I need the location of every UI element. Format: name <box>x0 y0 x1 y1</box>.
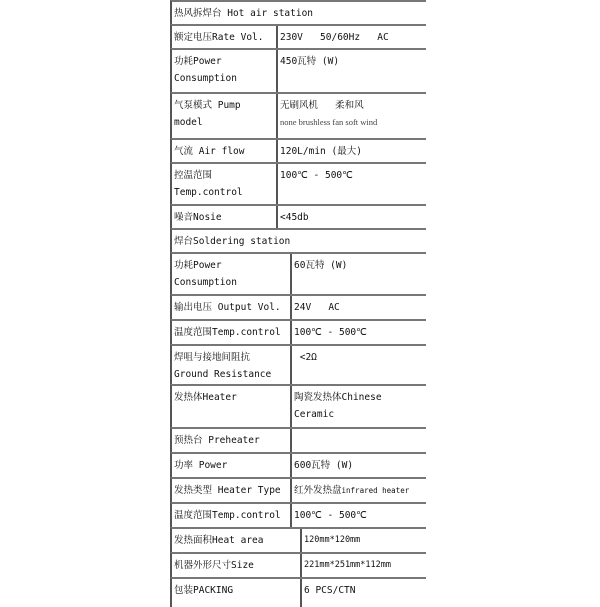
spec-value: 6 PCS/CTN <box>304 585 356 596</box>
value-line: 无刷风机 柔和风 <box>280 100 364 111</box>
spec-label: 气流 Air flow <box>172 140 278 162</box>
value-line: none brushless fan soft wind <box>280 117 378 127</box>
spec-value: 100℃ - 500℃ <box>294 327 367 338</box>
spec-label: 输出电压 Output Vol. <box>172 296 292 319</box>
value-line: Ceramic <box>294 409 335 420</box>
spec-value <box>278 94 379 138</box>
label-line: 气泵模式 Pump <box>174 100 241 111</box>
spec-label <box>172 94 278 138</box>
spec-value: 600瓦特 (W) <box>294 460 354 471</box>
label-line: 功耗Power <box>174 56 222 67</box>
spec-value: 100℃ - 500℃ <box>280 170 353 181</box>
value-line: 陶瓷发热体Chinese <box>294 392 382 403</box>
spec-value: 450瓦特 (W) <box>280 56 340 67</box>
spec-value <box>292 429 296 452</box>
label-line: Ground Resistance <box>174 369 272 380</box>
spec-label: 温度范围Temp.control <box>172 321 292 344</box>
spec-table <box>170 0 426 607</box>
label-line: Consumption <box>174 277 237 288</box>
spec-label: 额定电压Rate Vol. <box>172 26 278 48</box>
spec-value: 230V 50/60Hz AC <box>280 32 389 43</box>
spec-label: 发热面积Heat area <box>172 529 302 552</box>
spec-label: 发热体Heater <box>172 386 292 427</box>
spec-value: 60瓦特 (W) <box>294 260 348 271</box>
spec-value <box>292 386 384 427</box>
spec-value: 221mm*251mm*112mm <box>304 560 391 570</box>
spec-label: 功率 Power <box>172 454 292 477</box>
section-title-hot-air: 热风拆焊台 Hot air station <box>174 8 314 19</box>
spec-value: <2Ω <box>294 352 317 363</box>
spec-value: <45db <box>280 212 309 223</box>
spec-label: 噪音Nosie <box>172 206 278 228</box>
spec-label <box>172 50 278 92</box>
spec-label <box>172 164 278 204</box>
spec-value <box>292 479 411 502</box>
spec-value: 120L/min (最大) <box>280 146 362 157</box>
label-line: 焊咀与接地间阻抗 <box>174 352 251 363</box>
spec-label: 机器外形尺寸Size <box>172 554 302 577</box>
spec-label <box>172 346 292 384</box>
value-main: 红外发热盘 <box>294 485 342 496</box>
section-title-soldering: 焊台Soldering station <box>174 236 291 247</box>
spec-label: 发热类型 Heater Type <box>172 479 292 502</box>
spec-value: 100℃ - 500℃ <box>294 510 367 521</box>
label-line: 功耗Power <box>174 260 222 271</box>
label-line: Consumption <box>174 73 237 84</box>
spec-label <box>172 254 292 294</box>
spec-label: 包装PACKING <box>172 579 302 607</box>
spec-label: 温度范围Temp.control <box>172 504 292 527</box>
spec-label: 预热台 Preheater <box>172 429 292 452</box>
label-line: Temp.control <box>174 187 243 198</box>
spec-value: 120mm*120mm <box>304 535 361 545</box>
value-small: infrared heater <box>341 486 410 495</box>
spec-value: 24V AC <box>294 302 340 313</box>
label-line: model <box>174 117 203 128</box>
label-line: 控温范围 <box>174 170 213 181</box>
